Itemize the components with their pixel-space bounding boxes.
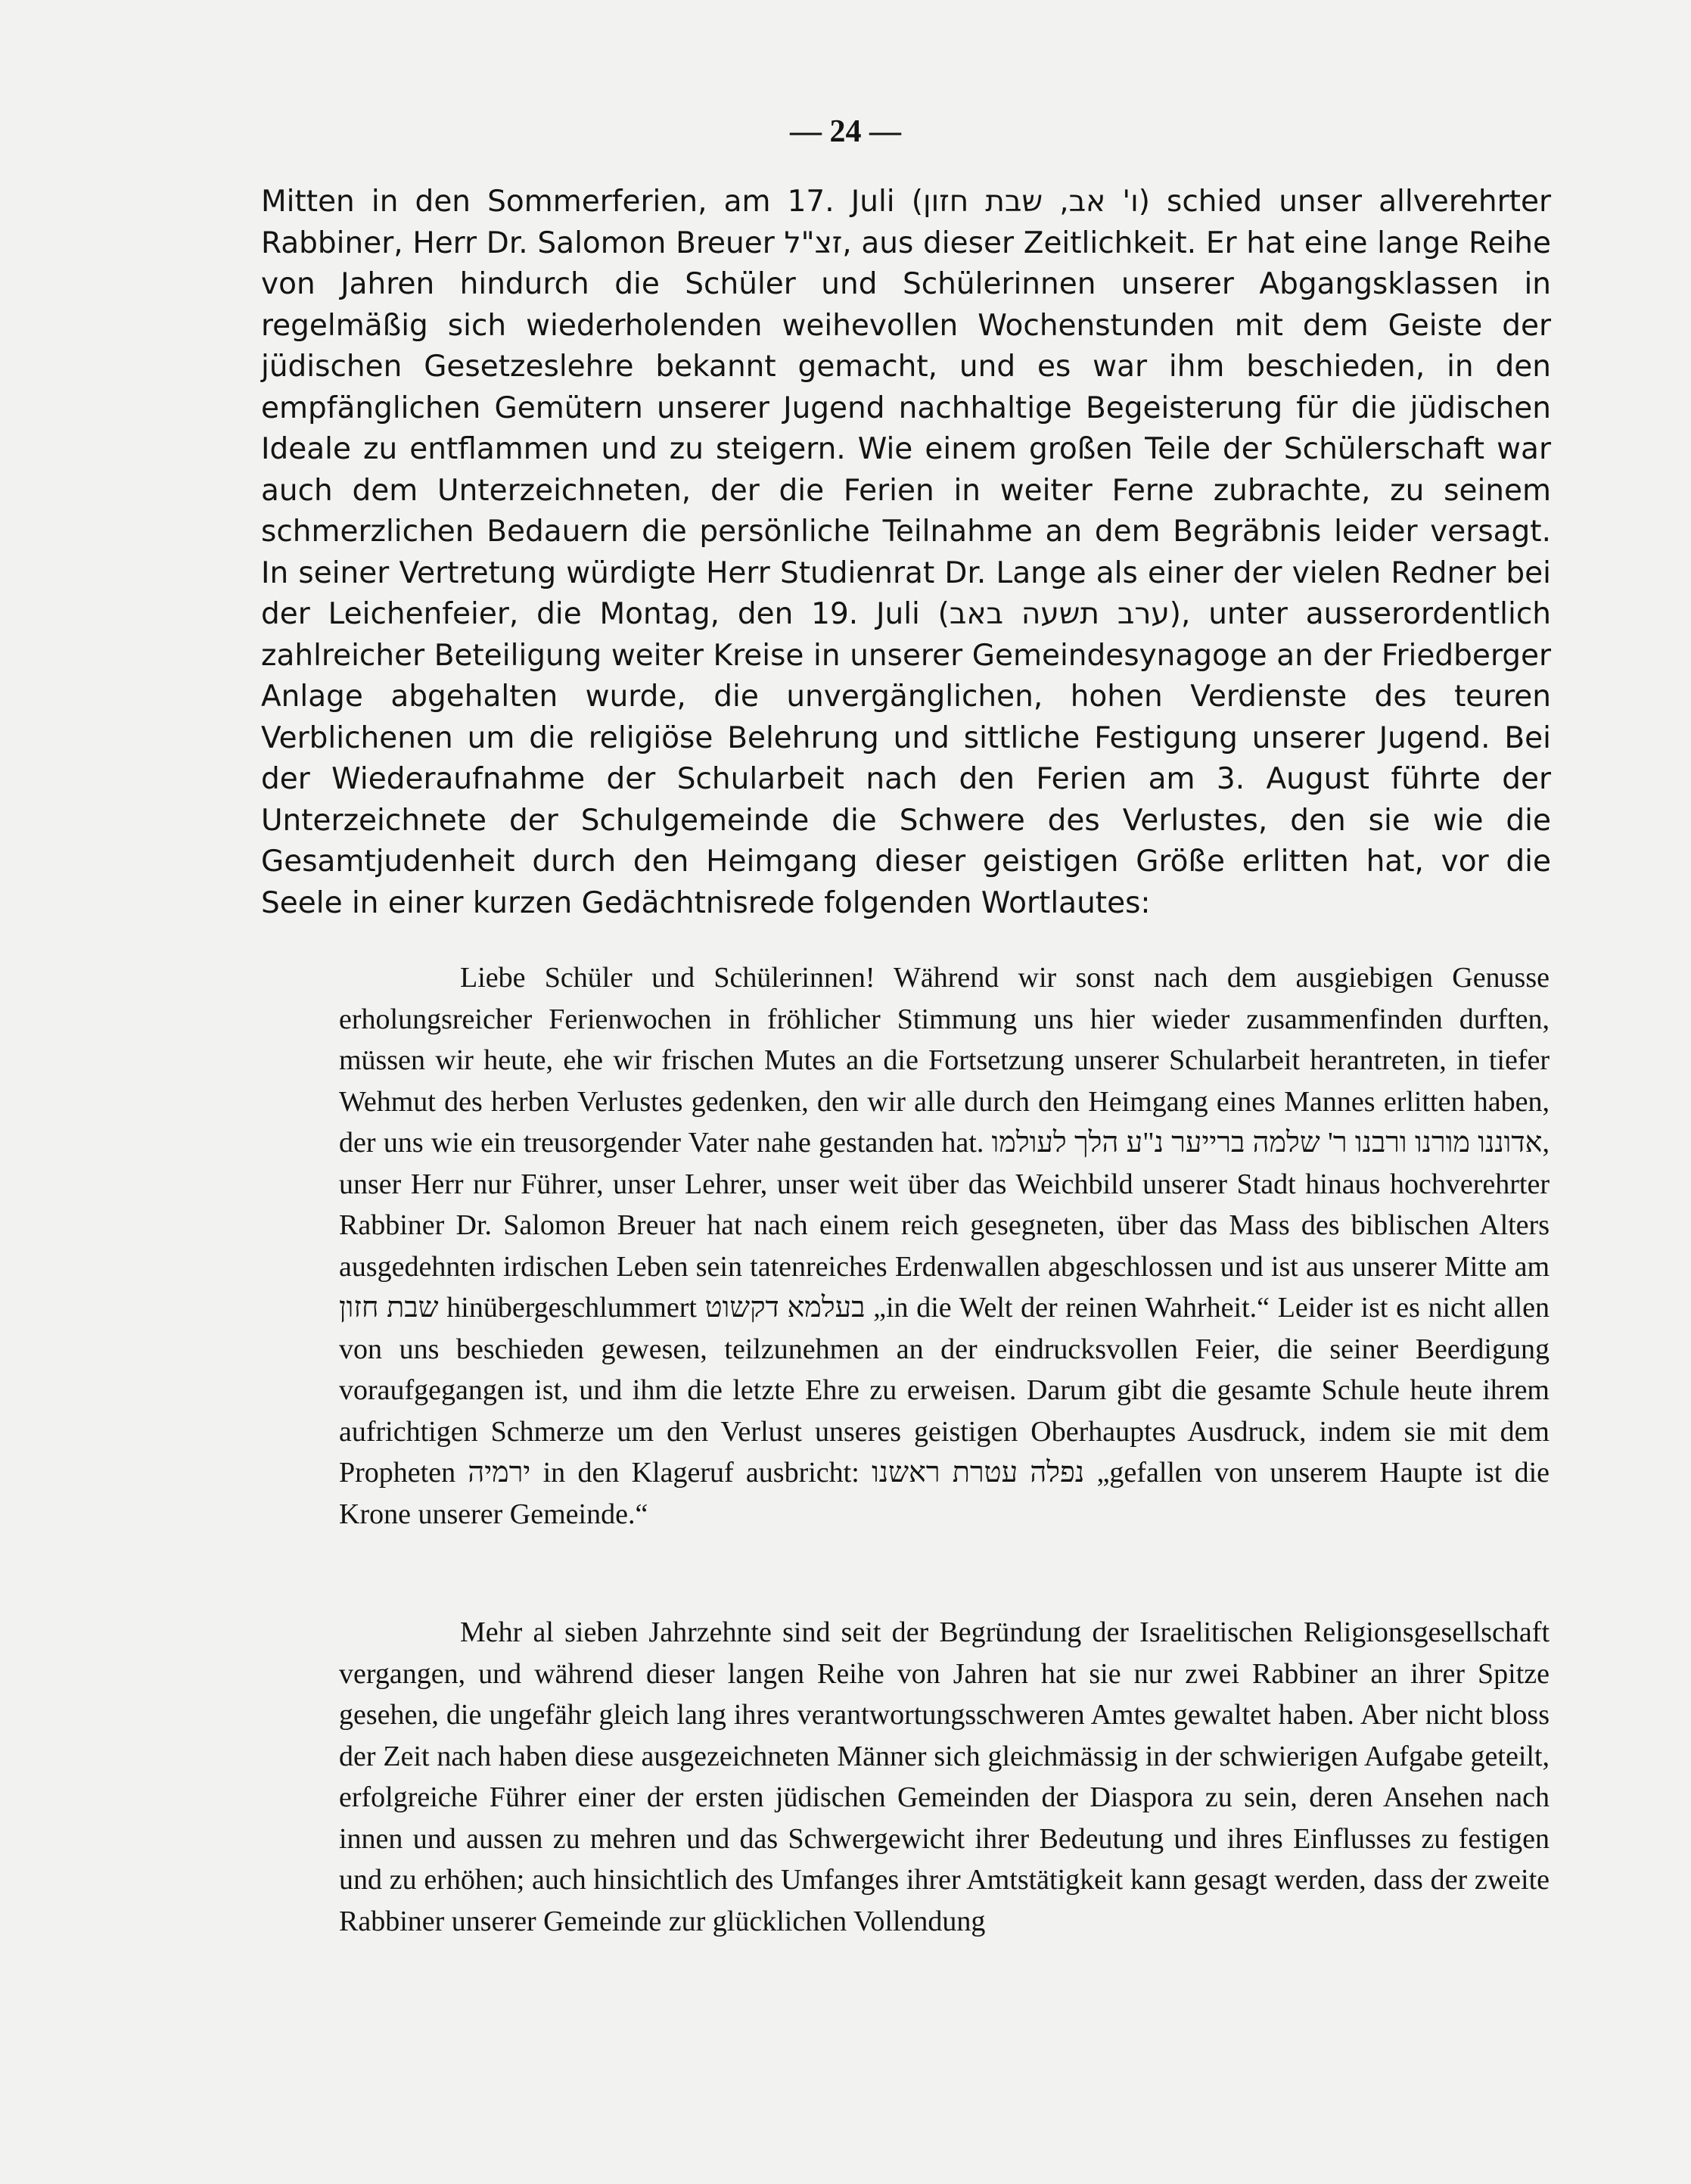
intro-paragraph: Mitten in den Sommerferien, am 17. Juli (ו' אב, שבת חזון) schied unser allverehrter Rabbiner, Herr Dr. Salomon Breuer זצ"ל, aus dieser Zeitlichkeit. Er hat eine lange Reihe von Jahren hindurch die Schüler und Schülerinnen unserer Abgangsklassen in regelmäßig sich wiederholenden weihevollen Wochenstunden mit dem Geiste der jüdischen Gesetzeslehre bekannt gemacht, und es war ihm beschieden, in den empfänglichen Gemütern unserer Jugend nachhaltige Begeisterung für die jüdischen Ideale zu entflammen und zu steigern. Wie einem großen Teile der Schülerschaft war auch dem Unterzeichneten, der die Ferien in weiter Ferne zubrachte, zu seinem schmerzlichen Bedauern die persönliche Teilnahme an dem Begräbnis leider versagt. In seiner Vertretung würdigte Herr Studienrat Dr. Lange als einer der vielen Redner bei der Leichenfeier, die Montag, den 19. Juli (ערב תשעה באב), unter ausserordentlich zahlreicher Beteiligung weiter Kreise in unserer Gemeindesynagoge an der Friedberger Anlage abgehalten wurde, die unvergänglichen, hohen Verdienste des teuren Verblichenen um die religiöse Belehrung und sittliche Festigung unserer Jugend. Bei der Wiederaufnahme der Schularbeit nach den Ferien am 3. August führte der Unterzeichnete der Schulgemeinde die Schwere des Verlustes, den sie wie die Gesamtjudenheit durch den Heimgang dieser geistigen Größe erlitten hat, vor die Seele in einer kurzen Gedächtnisrede folgenden Wortlautes: [261,185,1552,920]
memorial-speech-section [339,957,1550,1535]
closing-section [339,1612,1550,1942]
page-number: — 24 — [790,114,901,149]
closing-paragraph: Mehr al sieben Jahrzehnte sind seit der Begründung der Israelitischen Religionsgesellschaft vergangen, und während dieser langen Reihe von Jahren hat sie nur zwei Rabbiner an ihrer Spitze gesehen, die ungefähr gleich lang ihres verantwortungsschweren Amtes gewaltet haben. Aber nicht bloss der Zeit nach haben diese ausgezeichneten Männer sich gleichmässig in der schwierigen Aufgabe geteilt, erfolgreiche Führer einer der ersten jüdischen Gemeinden der Diaspora zu sein, deren Ansehen nach innen und aussen zu mehren und das Schwergewicht ihrer Bedeutung und ihres Einflusses zu festigen und zu erhöhen; auch hinsichtlich des Umfanges ihrer Amtstätigkeit kann gesagt werden, dass der zweite Rabbiner unserer Gemeinde zur glücklichen Vollendung [339,1616,1550,1937]
intro-section [261,182,1551,924]
memorial-speech-paragraph: Liebe Schüler und Schülerinnen! Während wir sonst nach dem ausgiebigen Genusse erholungsreicher Ferienwochen in fröhlicher Stimmung uns hier wieder zusammenfinden durften, müssen wir heute, ehe wir frischen Mutes an die Fortsetzung unserer Schularbeit herantreten, in tiefer Wehmut des herben Verlustes gedenken, den wir alle durch den Heimgang eines Mannes erlitten haben, der uns wie ein treusorgender Vater nahe gestanden hat. אדוננו מורנו ורבנו ר' שלמה ברייער נ"ע הלך לעולמו, unser Herr nur Führer, unser Lehrer, unser weit über das Weichbild unserer Stadt hinaus hochverehrter Rabbiner Dr. Salomon Breuer hat nach einem reich gesegneten, über das Mass des biblischen Alters ausgedehnten irdischen Leben sein tatenreiches Erdenwallen abgeschlossen und ist aus unserer Mitte am שבת חזון hinübergeschlummert בעלמא דקשוט „in die Welt der reinen Wahrheit.“ Leider ist es nicht allen von uns beschieden gewesen, teilzunehmen an der eindrucksvollen Feier, die seiner Beerdigung voraufgegangen ist, und ihm die letzte Ehre zu erweisen. Darum gibt die gesamte Schule heute ihrem aufrichtigen Schmerze um den Verlust unseres geistigen Oberhauptes Ausdruck, indem sie mit dem Propheten ירמיה in den Klageruf ausbricht: נפלה עטרת ראשנו „gefallen von unserem Haupte ist die Krone unserer Gemeinde.“ [339,962,1550,1530]
